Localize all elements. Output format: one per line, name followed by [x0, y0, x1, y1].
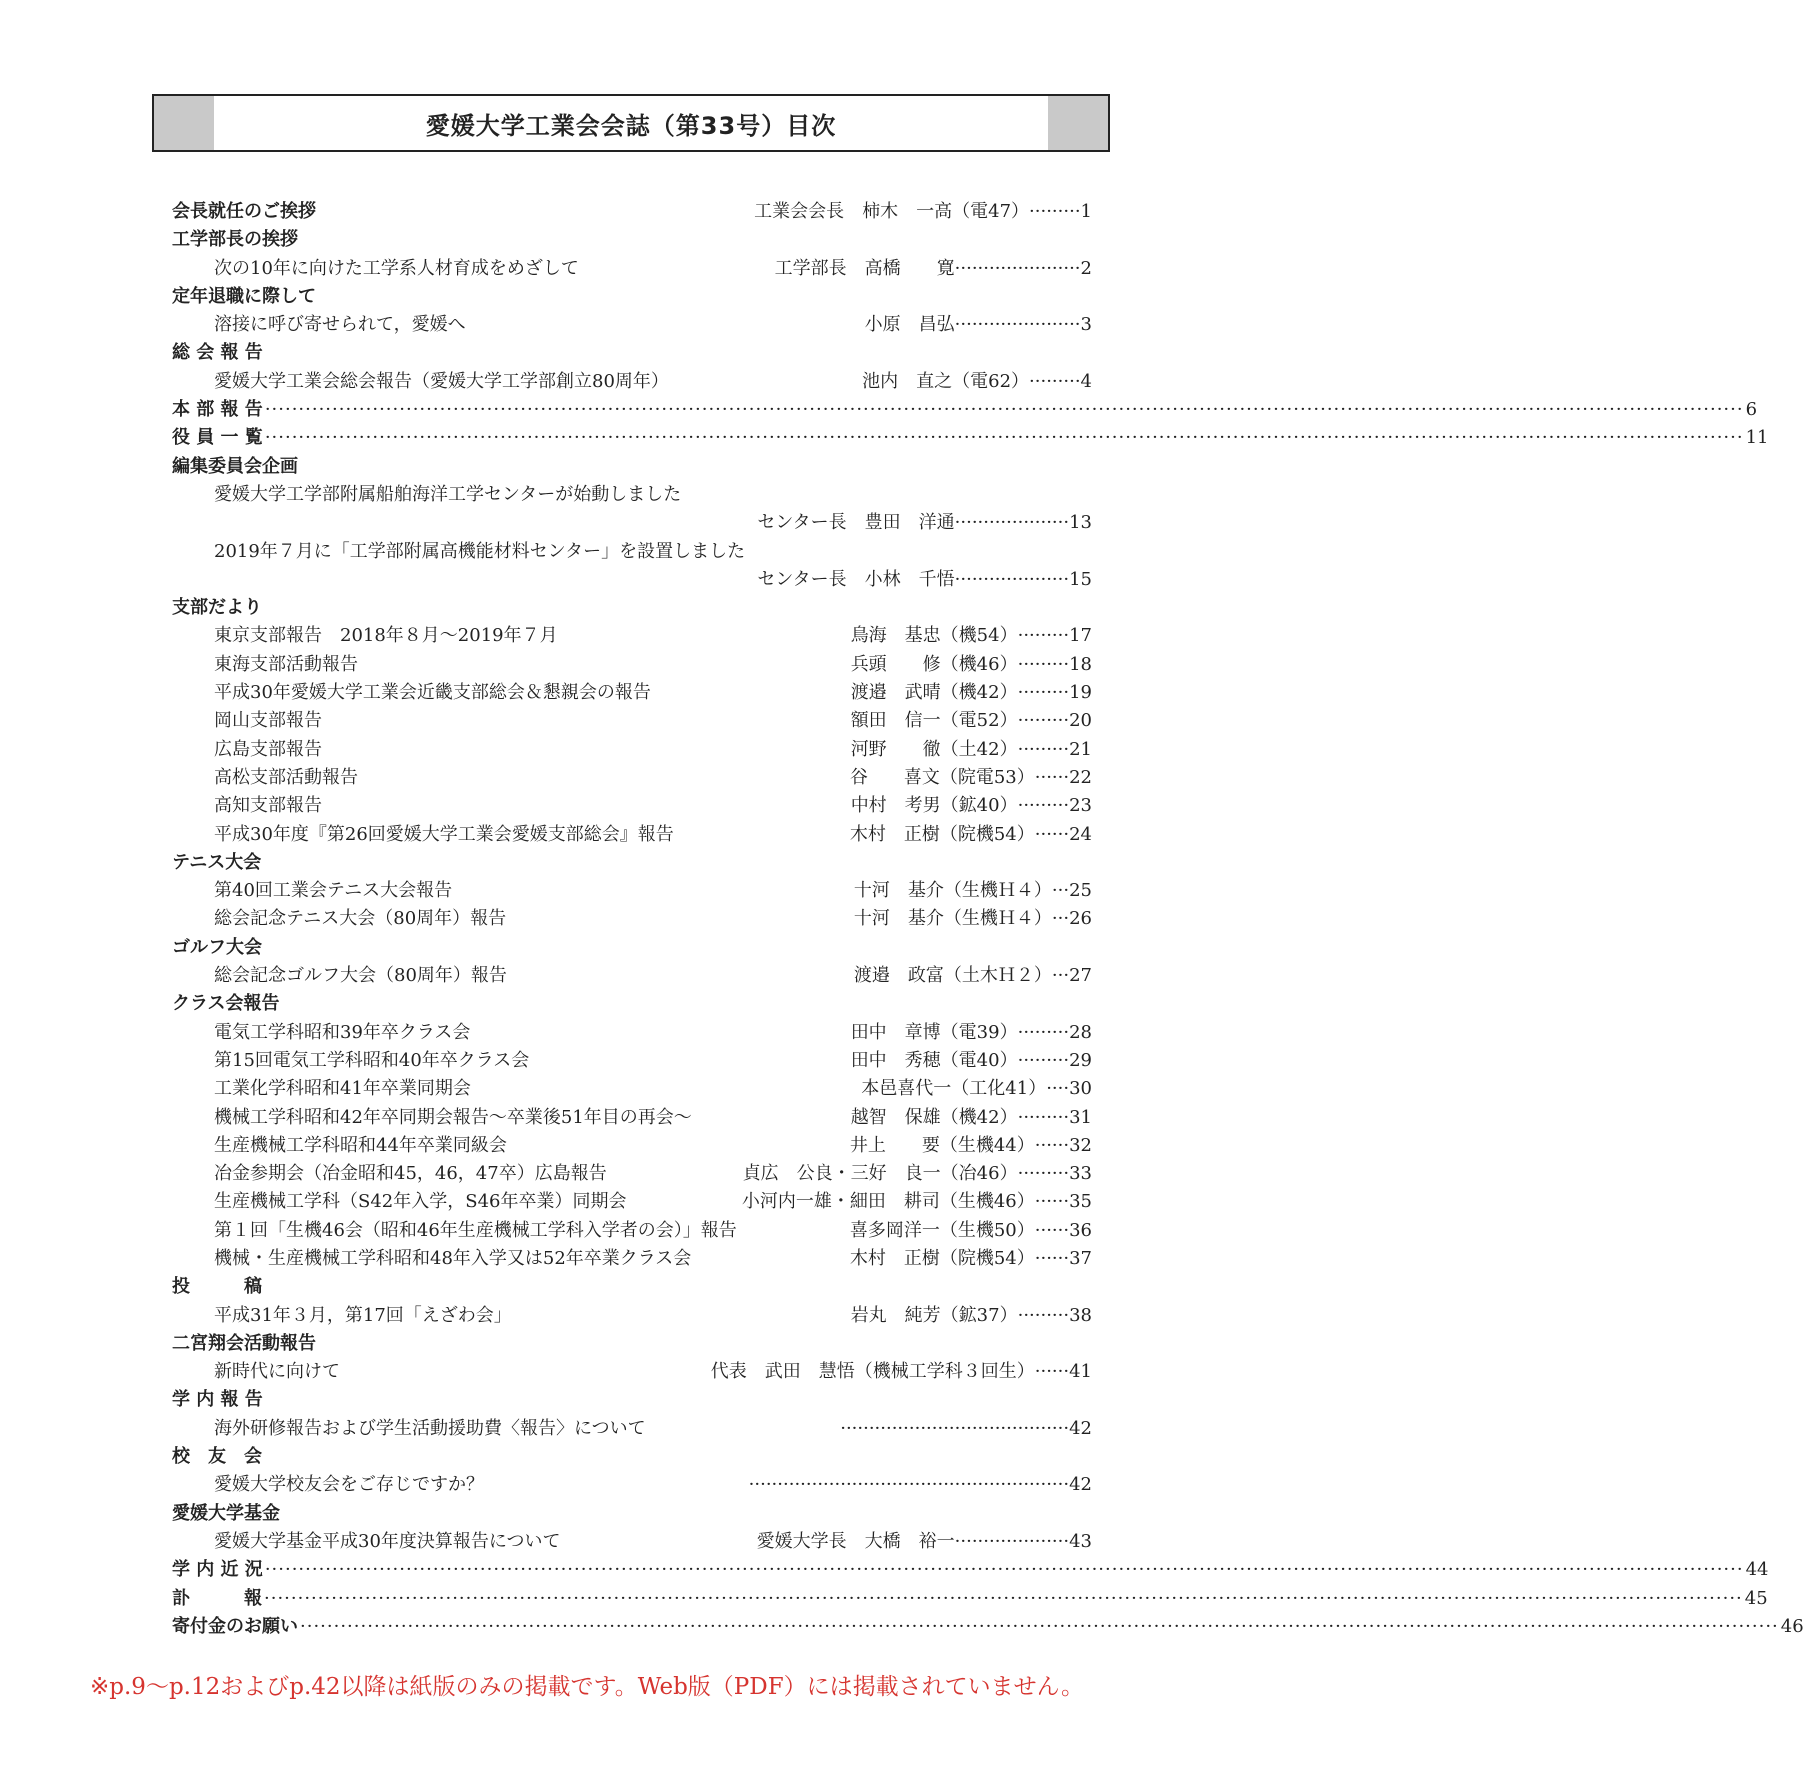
page-number: 3 [1080, 314, 1092, 336]
toc-row [172, 962, 1092, 990]
article-title: 高知支部報告 [214, 795, 322, 817]
author-role: 愛媛大学長 [756, 1530, 847, 1552]
author-and-page [851, 1104, 1092, 1132]
page-number: 42 [1069, 1417, 1092, 1439]
leader-dots: ········· [1017, 795, 1070, 817]
leader-dots: ··· [1051, 965, 1070, 987]
section-heading: 愛媛大学基金 [172, 1502, 280, 1524]
author-and-page [743, 1160, 1092, 1188]
leader-dots: ······ [1034, 1361, 1070, 1383]
leader-dots: ········································ [840, 1417, 1070, 1439]
leader-dots: ········· [1017, 625, 1070, 647]
page-number: 29 [1069, 1049, 1092, 1071]
toc-row [172, 509, 1092, 537]
author-name: 本邑喜代一（工化41） [861, 1078, 1047, 1100]
toc-row [172, 934, 1092, 962]
toc-row [172, 368, 1092, 396]
leader-dots: ······ [1034, 1134, 1070, 1156]
leader-dots: ········· [1017, 1021, 1070, 1043]
leader-dots: ···························································································································································································································· [300, 1615, 1779, 1637]
table-of-contents [172, 198, 1804, 1641]
author-and-page [851, 736, 1092, 764]
section-heading: 訃 報 [172, 1585, 264, 1613]
toc-row [172, 821, 1092, 849]
article-title: 高松支部活動報告 [214, 766, 358, 788]
section-heading: 総 会 報 告 [172, 342, 263, 364]
toc-row [172, 736, 1092, 764]
leader-dots: ···················· [954, 568, 1070, 590]
leader-dots: ··· [1051, 880, 1070, 902]
leader-dots: ········· [1017, 1163, 1070, 1185]
leader-dots: ········· [1017, 1304, 1070, 1326]
section-heading: 工学部長の挨拶 [172, 229, 298, 251]
author-and-page [850, 764, 1092, 792]
page-number: 41 [1069, 1361, 1092, 1383]
page-number: 37 [1069, 1247, 1092, 1269]
leader-dots: ···························································································································································································································· [264, 427, 1744, 449]
leader-dots: ···· [1046, 1078, 1070, 1100]
footer-note: ※p.9～p.12およびp.42以降は紙版のみの掲載です。Web版（PDF）には掲載されていません。 [90, 1674, 1085, 1700]
section-leader-line [172, 1585, 1768, 1613]
article-title: 東京支部報告 2018年８月～2019年７月 [214, 625, 558, 647]
author-name: 鳥海 基忠（機54） [850, 625, 1018, 647]
toc-row [172, 905, 1092, 933]
author-role: センター長 [757, 512, 847, 534]
section-heading: 二宮翔会活動報告 [172, 1332, 316, 1354]
author-name: 木村 正樹（院機54） [849, 823, 1035, 845]
toc-row [172, 622, 1092, 650]
leader-dots: ······················ [954, 257, 1081, 279]
article-title: 総会記念ゴルフ大会（80周年）報告 [214, 965, 507, 987]
author-name: 十河 基介（生機Ｈ４） [853, 880, 1052, 902]
section-leader-line [172, 396, 1758, 424]
article-title: 平成30年愛媛大学工業会近畿支部総会＆懇親会の報告 [214, 682, 651, 704]
author-name: 井上 要（生機44） [849, 1134, 1035, 1156]
toc-row [172, 594, 1092, 622]
toc-title-box [152, 94, 1110, 152]
author-role: 代表 [710, 1361, 747, 1383]
article-title: 電気工学科昭和39年卒クラス会 [214, 1021, 471, 1043]
leader-dots: ··· [1051, 908, 1070, 930]
page-number: 21 [1069, 738, 1092, 760]
author-and-page [865, 311, 1092, 339]
toc-row [172, 1132, 1092, 1160]
author-name: 河野 徹（土42） [850, 738, 1018, 760]
section-heading: 校 友 会 [172, 1446, 262, 1468]
leader-dots: ········· [1029, 370, 1081, 392]
toc-row [172, 1358, 1092, 1386]
leader-dots: ······ [1034, 1247, 1070, 1269]
author-name: 岩丸 純芳（鉱37） [850, 1304, 1018, 1326]
toc-row [172, 849, 1092, 877]
page-number: 44 [1744, 1556, 1769, 1584]
article-title: 生産機械工学科昭和44年卒業同級会 [214, 1134, 507, 1156]
author-name: 高橋 寛 [864, 257, 955, 279]
toc-row [172, 481, 1092, 509]
author-name: 大橋 裕一 [864, 1530, 955, 1552]
page-number: 38 [1069, 1304, 1092, 1326]
author-and-page [851, 651, 1092, 679]
page-number: 43 [1069, 1530, 1092, 1552]
leader-dots: ········· [1017, 682, 1070, 704]
author-name: 小原 昌弘 [864, 314, 955, 336]
author-name: 額田 信一（電52） [850, 710, 1018, 732]
toc-row [172, 877, 1092, 905]
author-and-page [850, 1245, 1092, 1273]
toc-row [172, 1528, 1092, 1556]
toc-row [172, 1302, 1092, 1330]
author-and-page [850, 1217, 1092, 1245]
page-number: 25 [1069, 880, 1092, 902]
article-title: 冶金参期会（冶金昭和45，46，47卒）広島報告 [214, 1163, 607, 1185]
author-and-page [851, 1302, 1092, 1330]
author-and-page [854, 962, 1092, 990]
leader-dots: ···················· [954, 512, 1070, 534]
author-and-page [854, 877, 1092, 905]
page-number: 28 [1069, 1021, 1092, 1043]
leader-dots: ···························································································································································································································· [264, 1587, 1743, 1609]
toc-row [172, 283, 1092, 311]
toc-row [172, 1217, 1092, 1245]
author-name: 渡邉 武晴（機42） [850, 682, 1018, 704]
page-number: 6 [1744, 396, 1757, 424]
page-number: 45 [1743, 1585, 1768, 1613]
author-name: 木村 正樹（院機54） [849, 1247, 1035, 1269]
section-heading: 本 部 報 告 [172, 396, 265, 424]
page-number: 18 [1069, 653, 1092, 675]
article-title: 第１回「生機46会（昭和46年生産機械工学科入学者の会）」報告 [214, 1219, 737, 1241]
toc-row [172, 255, 1092, 283]
leader-dots: ···························································································································································································································· [264, 399, 1744, 421]
article-title: 東海支部活動報告 [214, 653, 358, 675]
author-and-page [851, 707, 1092, 735]
toc-row [172, 651, 1092, 679]
author-name: 十河 基介（生機Ｈ４） [853, 908, 1052, 930]
leader-dots: ···························································································································································································································· [264, 1559, 1744, 1581]
article-title: 工業化学科昭和41年卒業同期会 [214, 1078, 471, 1100]
toc-row [172, 764, 1092, 792]
toc-row [172, 226, 1092, 254]
page-number: 15 [1069, 568, 1092, 590]
author-name: 柿木 一高（電47） [862, 201, 1030, 222]
author-name: 渡邉 政富（土木Ｈ２） [853, 965, 1052, 987]
page-number: 24 [1069, 823, 1092, 845]
leader-dots: ········· [1017, 1049, 1070, 1071]
section-leader-line [172, 424, 1769, 452]
page-number: 13 [1069, 512, 1092, 534]
author-name: 越智 保雄（機42） [850, 1106, 1018, 1128]
toc-row [172, 1330, 1092, 1358]
section-heading: ゴルフ大会 [172, 936, 262, 958]
page-number: 42 [1069, 1474, 1092, 1496]
author-and-page [865, 509, 1092, 537]
author-name: 池内 直之（電62） [862, 370, 1030, 392]
toc-row [172, 1273, 1092, 1301]
page-number: 22 [1069, 766, 1092, 788]
page-number: 26 [1069, 908, 1092, 930]
section-heading: 編集委員会企画 [172, 455, 298, 477]
leader-dots: ······ [1034, 1219, 1070, 1241]
article-title: 愛媛大学工学部附属船舶海洋工学センターが始動しました [214, 483, 682, 505]
author-and-page [854, 905, 1092, 933]
toc-row [172, 1075, 1092, 1103]
article-title: 機械工学科昭和42年卒同期会報告～卒業後51年目の再会～ [214, 1106, 692, 1128]
page-number: 2 [1080, 257, 1092, 279]
article-title: 第40回工業会テニス大会報告 [214, 880, 453, 902]
author-and-page [840, 1415, 1092, 1443]
author-and-page [851, 679, 1092, 707]
toc-row [172, 707, 1092, 735]
author-and-page [765, 1358, 1092, 1386]
page-number: 30 [1069, 1078, 1092, 1100]
page-number: 33 [1069, 1163, 1092, 1185]
page-title: 愛媛大学工業会会誌（第33号）目次 [425, 111, 837, 140]
page-number: 27 [1069, 965, 1092, 987]
section-heading: テニス大会 [172, 851, 262, 873]
author-and-page [749, 1471, 1092, 1499]
toc-row [172, 1386, 1092, 1414]
article-title: 2019年７月に「工学部附属高機能材料センター」を設置しました [214, 540, 746, 562]
article-title: 広島支部報告 [214, 738, 322, 760]
author-role: 工業会会長 [754, 201, 845, 222]
page-number: 46 [1779, 1613, 1804, 1641]
author-and-page [865, 1528, 1092, 1556]
toc-row [172, 1104, 1092, 1132]
article-title: 海外研修報告および学生活動援助費〈報告〉について [214, 1417, 646, 1439]
section-heading: 支部だより [172, 597, 262, 619]
toc-row [172, 566, 1092, 594]
author-name: 田中 章博（電39） [850, 1021, 1018, 1043]
toc-row [172, 453, 1092, 481]
toc-row [172, 1245, 1092, 1273]
article-title: 機械・生産機械工学科昭和48年入学又は52年卒業クラス会 [214, 1247, 692, 1269]
page-number: 19 [1069, 682, 1092, 704]
page-number: 32 [1069, 1134, 1092, 1156]
author-and-page [851, 792, 1092, 820]
page-number: 4 [1080, 370, 1092, 392]
author-name: 貞広 公良・三好 良一（冶46） [742, 1163, 1018, 1185]
author-name: 中村 考男（鉱40） [850, 795, 1018, 817]
leader-dots: ······ [1034, 1191, 1070, 1213]
leader-dots: ········· [1017, 653, 1070, 675]
article-title: 愛媛大学基金平成30年度決算報告について [214, 1530, 561, 1552]
author-and-page [865, 255, 1092, 283]
article-title: 次の10年に向けた工学系人材育成をめざして [214, 257, 579, 279]
author-name: 兵頭 修（機46） [850, 653, 1018, 675]
toc-row [172, 1443, 1092, 1471]
section-leader-line [172, 1556, 1769, 1584]
author-name: 武田 慧悟（機械工学科３回生） [764, 1361, 1035, 1383]
article-title: 愛媛大学工業会総会報告（愛媛大学工学部創立80周年） [214, 370, 669, 392]
author-and-page [861, 1075, 1092, 1103]
toc-row [172, 1019, 1092, 1047]
leader-dots: ···················· [954, 1530, 1070, 1552]
article-title: 平成30年度『第26回愛媛大学工業会愛媛支部総会』報告 [214, 823, 674, 845]
author-and-page [851, 1047, 1092, 1075]
toc-row [172, 1500, 1092, 1528]
section-heading: 投 稿 [172, 1276, 262, 1298]
author-and-page [865, 566, 1092, 594]
toc-row [172, 538, 1092, 566]
toc-row [172, 339, 1092, 367]
page-number: 36 [1069, 1219, 1092, 1241]
page-number: 35 [1069, 1191, 1092, 1213]
page-number: 11 [1744, 424, 1769, 452]
section-heading: 役 員 一 覧 [172, 424, 265, 452]
page-number: 20 [1069, 710, 1092, 732]
toc-row [172, 396, 1758, 424]
author-and-page [862, 198, 1092, 226]
leader-dots: ········· [1017, 710, 1070, 732]
toc-row [172, 311, 1092, 339]
toc-row [172, 1160, 1092, 1188]
leader-dots: ························································ [748, 1474, 1070, 1496]
author-name: 小林 千悟 [864, 568, 955, 590]
author-and-page [851, 622, 1092, 650]
toc-row [172, 1471, 1092, 1499]
toc-row [172, 1415, 1092, 1443]
author-and-page [851, 1019, 1092, 1047]
toc-row [172, 1047, 1092, 1075]
toc-row [172, 990, 1092, 1018]
author-role: 工学部長 [774, 257, 847, 279]
leader-dots: ········· [1029, 201, 1081, 222]
author-and-page [742, 1188, 1092, 1216]
toc-row [172, 1188, 1092, 1216]
section-leader-line [172, 1613, 1804, 1641]
toc-row [172, 1613, 1804, 1641]
toc-row [172, 792, 1092, 820]
article-title: 岡山支部報告 [214, 710, 322, 732]
author-role: センター長 [757, 568, 847, 590]
section-heading: 学 内 近 況 [172, 1556, 265, 1584]
author-name: 喜多岡洋一（生機50） [849, 1219, 1035, 1241]
toc-row [172, 1585, 1768, 1613]
article-title: 愛媛大学校友会をご存じですか？ [214, 1474, 484, 1496]
leader-dots: ······················ [954, 314, 1081, 336]
author-and-page [850, 1132, 1092, 1160]
section-heading: クラス会報告 [172, 993, 280, 1015]
toc-row [172, 1556, 1769, 1584]
article-title: 平成31年３月，第17回「えざわ会」 [214, 1304, 512, 1326]
author-name: 谷 喜文（院電53） [849, 766, 1035, 788]
author-and-page [850, 821, 1092, 849]
article-title: 生産機械工学科（S42年入学，S46年卒業）同期会 [214, 1191, 627, 1213]
section-heading: 寄付金のお願い [172, 1613, 300, 1641]
author-name: 豊田 洋通 [864, 512, 955, 534]
section-heading: 学 内 報 告 [172, 1389, 263, 1411]
article-title: 新時代に向けて [214, 1361, 340, 1383]
author-name: 小河内一雄・細田 耕司（生機46） [741, 1191, 1035, 1213]
leader-dots: ······ [1034, 823, 1070, 845]
page-number: 31 [1069, 1106, 1092, 1128]
section-heading: 定年退職に際して [172, 285, 316, 307]
toc-row [172, 424, 1769, 452]
leader-dots: ······ [1034, 766, 1070, 788]
author-and-page [862, 368, 1092, 396]
article-title: 第15回電気工学科昭和40年卒クラス会 [214, 1049, 530, 1071]
leader-dots: ········· [1017, 1106, 1070, 1128]
toc-row [172, 679, 1092, 707]
toc-row [172, 198, 1092, 226]
page-number: 17 [1069, 625, 1092, 647]
page-number: 23 [1069, 795, 1092, 817]
article-title: 総会記念テニス大会（80周年）報告 [214, 908, 507, 930]
author-name: 田中 秀穂（電40） [850, 1049, 1018, 1071]
leader-dots: ········· [1017, 738, 1070, 760]
article-title: 溶接に呼び寄せられて，愛媛へ [214, 314, 466, 336]
page-number: 1 [1080, 201, 1092, 222]
section-heading: 会長就任のご挨拶 [172, 201, 316, 222]
